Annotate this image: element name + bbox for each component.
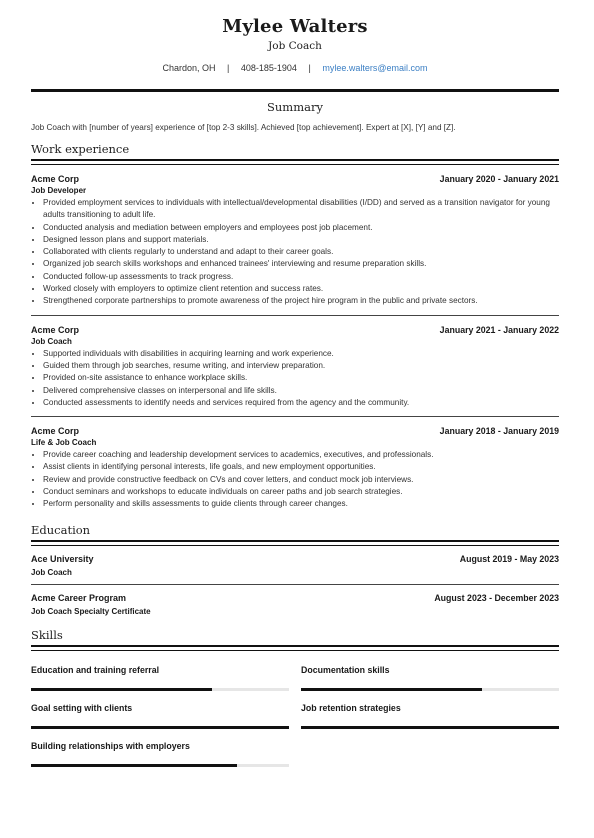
education-dates: August 2023 - December 2023 <box>434 592 559 603</box>
skill-level-fill <box>31 726 289 729</box>
skills-heading: Skills <box>31 627 63 642</box>
section-divider <box>31 540 559 546</box>
job-bullet: • Perform personality and skills assessments to guide clients through career changes. <box>43 498 559 510</box>
contact-separator: | <box>308 63 311 73</box>
job-bullet: • Designed lesson plans and support materials. <box>43 234 559 246</box>
skill-level-bar <box>31 726 289 729</box>
job-bullet: • Review and provide constructive feedback on CVs and cover letters, and conduct mock job interviews. <box>43 474 559 486</box>
job-bullet: • Assist clients in identifying personal interests, life goals, and new employment opportunities. <box>43 461 559 473</box>
education-dates: August 2019 - May 2023 <box>459 553 559 564</box>
skill-item <box>31 737 289 769</box>
skills-grid <box>31 655 559 769</box>
skill-item <box>31 699 289 731</box>
job-dates: January 2020 - January 2021 <box>439 174 559 184</box>
job-bullet: • Collaborated with clients regularly to understand and adapt to their career goals. <box>43 246 559 258</box>
skill-item <box>301 699 559 731</box>
job-bullets <box>31 449 559 510</box>
job-dates: January 2021 - January 2022 <box>439 324 559 335</box>
summary-text: Job Coach with [number of years] experience of [top 2-3 skills]. Achieved [top achievement]. Expert at [X], [Y] and [Z]. <box>31 123 456 132</box>
job-entry <box>31 174 559 308</box>
contact-separator: | <box>227 63 230 73</box>
entry-divider <box>31 315 559 316</box>
job-bullet: • Guided them through job searches, resume writing, and interview preparation. <box>43 360 559 372</box>
candidate-name: Mylee Walters <box>222 16 368 37</box>
resume-page <box>31 0 559 769</box>
entry-divider <box>31 416 559 417</box>
section-divider <box>31 645 559 651</box>
job-bullet: • Worked closely with employers to optimize client retention and success rates. <box>43 283 559 295</box>
skill-level-bar <box>301 688 559 691</box>
job-bullet: • Conducted analysis and mediation between employers and employees post job placement. <box>43 222 559 234</box>
skill-name: Education and training referral <box>31 664 160 675</box>
candidate-title: Job Coach <box>268 40 322 52</box>
contact-phone: 408-185-1904 <box>240 63 297 73</box>
skill-item <box>301 661 559 693</box>
summary-heading: Summary <box>267 100 323 114</box>
section-divider <box>31 159 559 165</box>
education-entry <box>31 554 559 577</box>
job-entry <box>31 325 559 409</box>
job-company: Acme Corp <box>31 174 80 184</box>
skill-name: Documentation skills <box>301 664 390 675</box>
entry-divider <box>31 584 559 585</box>
skill-name: Building relationships with employers <box>31 740 190 751</box>
skill-level-fill <box>31 688 212 691</box>
skill-level-fill <box>301 688 482 691</box>
job-bullet: • Provide career coaching and leadership development services to academics, executives, and professionals. <box>43 449 559 461</box>
job-bullets <box>31 348 559 409</box>
job-bullet: • Supported individuals with disabilities in acquiring learning and work experience. <box>43 348 559 360</box>
education-degree: Job Coach <box>31 567 72 577</box>
job-bullet: • Delivered comprehensive classes on interpersonal and life skills. <box>43 385 559 397</box>
work-experience-heading: Work experience <box>31 142 130 156</box>
skill-level-bar <box>31 688 289 691</box>
job-bullet: • Provided on-site assistance to enhance workplace skills. <box>43 372 559 384</box>
skill-name: Job retention strategies <box>301 702 401 713</box>
education-heading: Education <box>31 522 91 537</box>
job-position: Life & Job Coach <box>31 438 97 448</box>
job-entry <box>31 426 559 510</box>
job-bullet: • Provided employment services to individuals with intellectual/developmental disabilities (I/DD) and served as a transition navigator for young adults transitioning to adult life. <box>43 197 559 222</box>
contact-email-link[interactable]: mylee.walters@email.com <box>322 63 428 73</box>
job-position: Job Developer <box>31 186 87 195</box>
job-bullet: • Conducted assessments to identify needs and services required from the agency and the community. <box>43 397 559 409</box>
skill-name: Goal setting with clients <box>31 702 133 713</box>
job-company: Acme Corp <box>31 324 80 335</box>
education-degree: Job Coach Specialty Certificate <box>31 606 151 616</box>
skill-level-bar <box>31 764 289 767</box>
job-bullet: • Strengthened corporate partnerships to promote awareness of the project hire program in the public and private sectors. <box>43 295 559 307</box>
job-dates: January 2018 - January 2019 <box>439 426 559 437</box>
skill-level-fill <box>31 764 237 767</box>
contact-line <box>31 63 559 73</box>
header-divider <box>31 89 559 92</box>
education-entry <box>31 593 559 616</box>
job-bullet: • Organized job search skills workshops and enhanced trainees' interviewing and resume preparation skills. <box>43 258 559 270</box>
education-school: Ace University <box>31 553 94 564</box>
skill-level-bar <box>301 726 559 729</box>
job-position: Job Coach <box>31 336 72 346</box>
skill-item <box>31 661 289 693</box>
job-company: Acme Corp <box>31 426 80 437</box>
job-bullet: • Conducted follow-up assessments to track progress. <box>43 271 559 283</box>
job-bullets <box>31 197 559 308</box>
contact-location: Chardon, OH <box>162 63 216 73</box>
skill-level-fill <box>301 726 559 729</box>
job-bullet: • Conduct seminars and workshops to educate individuals on career paths and job search strategies. <box>43 486 559 498</box>
education-school: Acme Career Program <box>31 592 127 603</box>
